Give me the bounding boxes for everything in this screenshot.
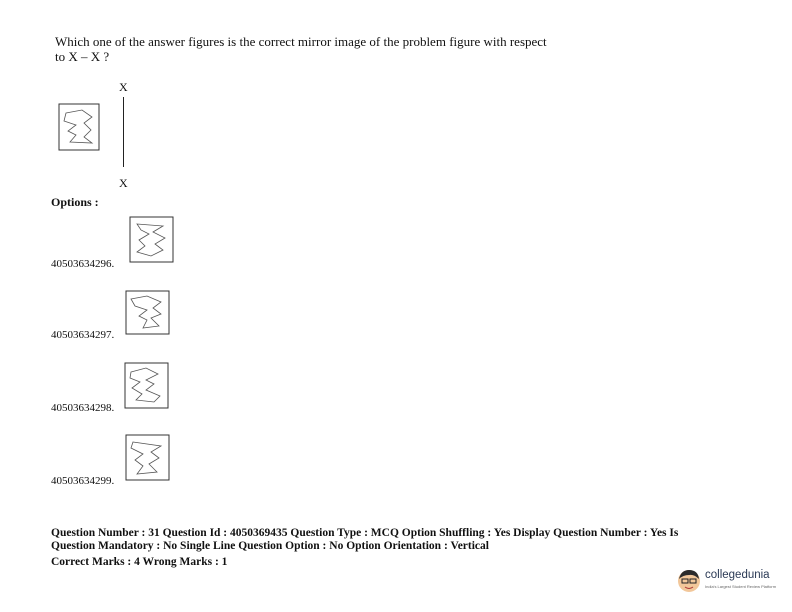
option-id-2: 40503634297. [51, 329, 115, 341]
question-meta-line1: Question Number : 31 Question Id : 4050369435 Question Type : MCQ Option Shuffling : Yes Display Question Number : Yes Is [51, 527, 679, 539]
option-figure-4[interactable] [125, 434, 170, 481]
mirror-axis-line [123, 97, 124, 167]
option-figure-2[interactable] [125, 290, 170, 335]
option-id-3: 40503634298. [51, 402, 115, 414]
marks-info: Correct Marks : 4 Wrong Marks : 1 [51, 556, 228, 568]
option-id-1: 40503634296. [51, 258, 115, 270]
option-figure-3[interactable] [124, 362, 169, 409]
logo-mascot-icon [676, 568, 702, 594]
question-meta-line2: Question Mandatory : No Single Line Question Option : No Option Orientation : Vertical [51, 540, 489, 552]
question-text-line2: to X – X ? [55, 49, 110, 64]
logo-tagline: India's Largest Student Review Platform [705, 584, 777, 589]
option-id-4: 40503634299. [51, 475, 115, 487]
logo-name: collegedunia [705, 569, 770, 581]
problem-figure [58, 103, 100, 151]
axis-label-top: X [119, 80, 128, 94]
options-label: Options : [51, 195, 99, 209]
collegedunia-logo [676, 566, 780, 596]
axis-label-bottom: X [119, 176, 128, 190]
question-text-line1: Which one of the answer figures is the correct mirror image of the problem figure with respect [55, 34, 547, 49]
option-figure-1[interactable] [129, 216, 174, 263]
